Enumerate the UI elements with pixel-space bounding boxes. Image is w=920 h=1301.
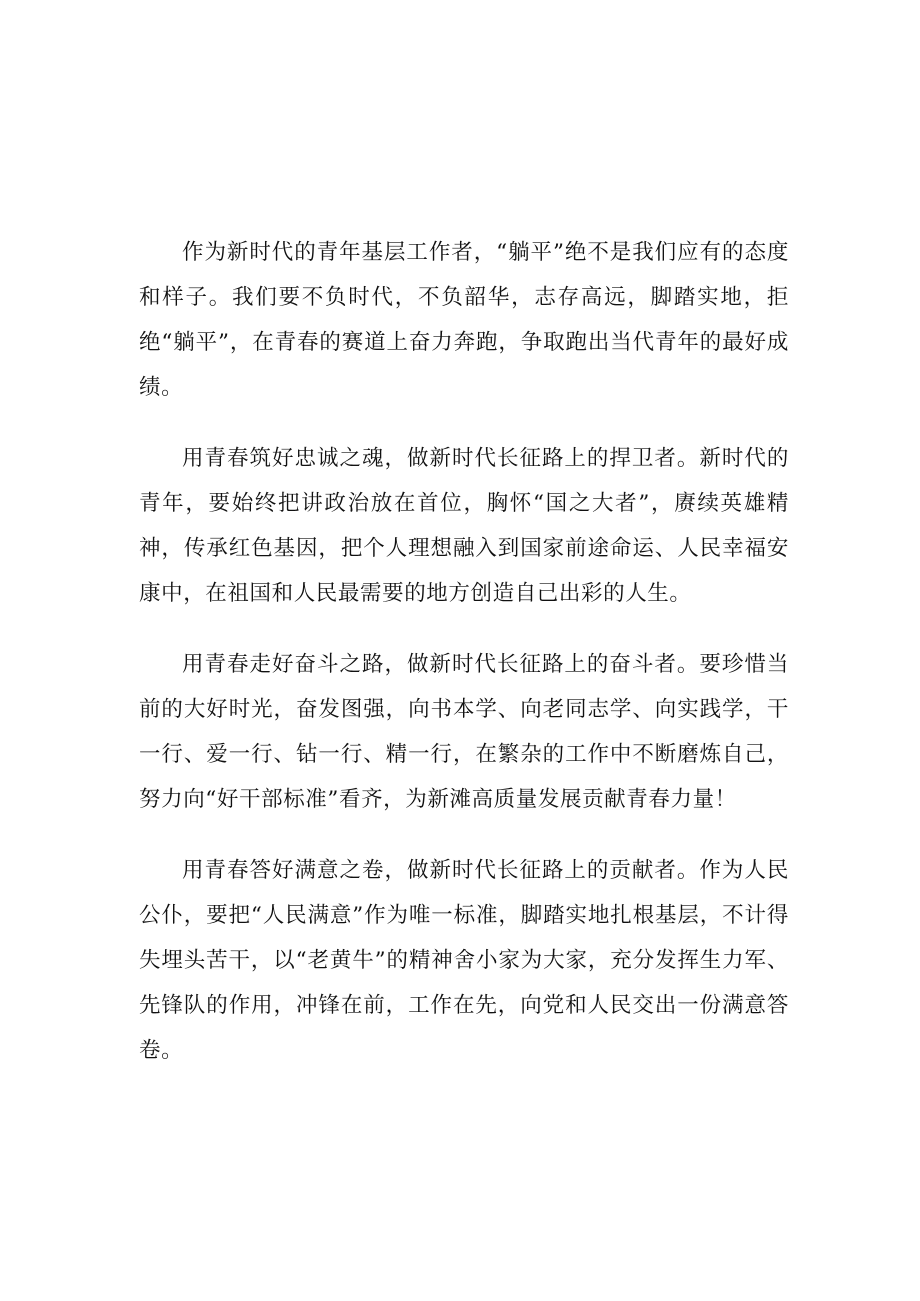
document-body [139, 230, 789, 1073]
paragraph-1: 作为新时代的青年基层工作者，“躺平”绝不是我们应有的态度和样子。我们要不负时代，不负韶华，志存高远，脚踏实地，拒绝“躺平”，在青春的赛道上奋力奔跑，争取跑出当代青年的最好成绩。 [139, 240, 789, 400]
paragraph-3: 用青春走好奋斗之路，做新时代长征路上的奋斗者。要珍惜当前的大好时光，奋发图强，向书本学、向老同志学、向实践学，干一行、爱一行、钻一行、精一行，在繁杂的工作中不断磨炼自己，努力向“好干部标准”看齐，为新滩高质量发展贡献青春力量！ [139, 652, 789, 812]
paragraph-4: 用青春答好满意之卷，做新时代长征路上的贡献者。作为人民公仆，要把“人民满意”作为唯一标准，脚踏实地扎根基层，不计得失埋头苦干，以“老黄牛”的精神舍小家为大家，充分发挥生力军、先锋队的作用，冲锋在前，工作在先，向党和人民交出一份满意答卷。 [139, 858, 789, 1063]
paragraph-2: 用青春筑好忠诚之魂，做新时代长征路上的捍卫者。新时代的青年，要始终把讲政治放在首位，胸怀“国之大者”，赓续英雄精神，传承红色基因，把个人理想融入到国家前途命运、人民幸福安康中，在祖国和人民最需要的地方创造自己出彩的人生。 [139, 446, 789, 606]
